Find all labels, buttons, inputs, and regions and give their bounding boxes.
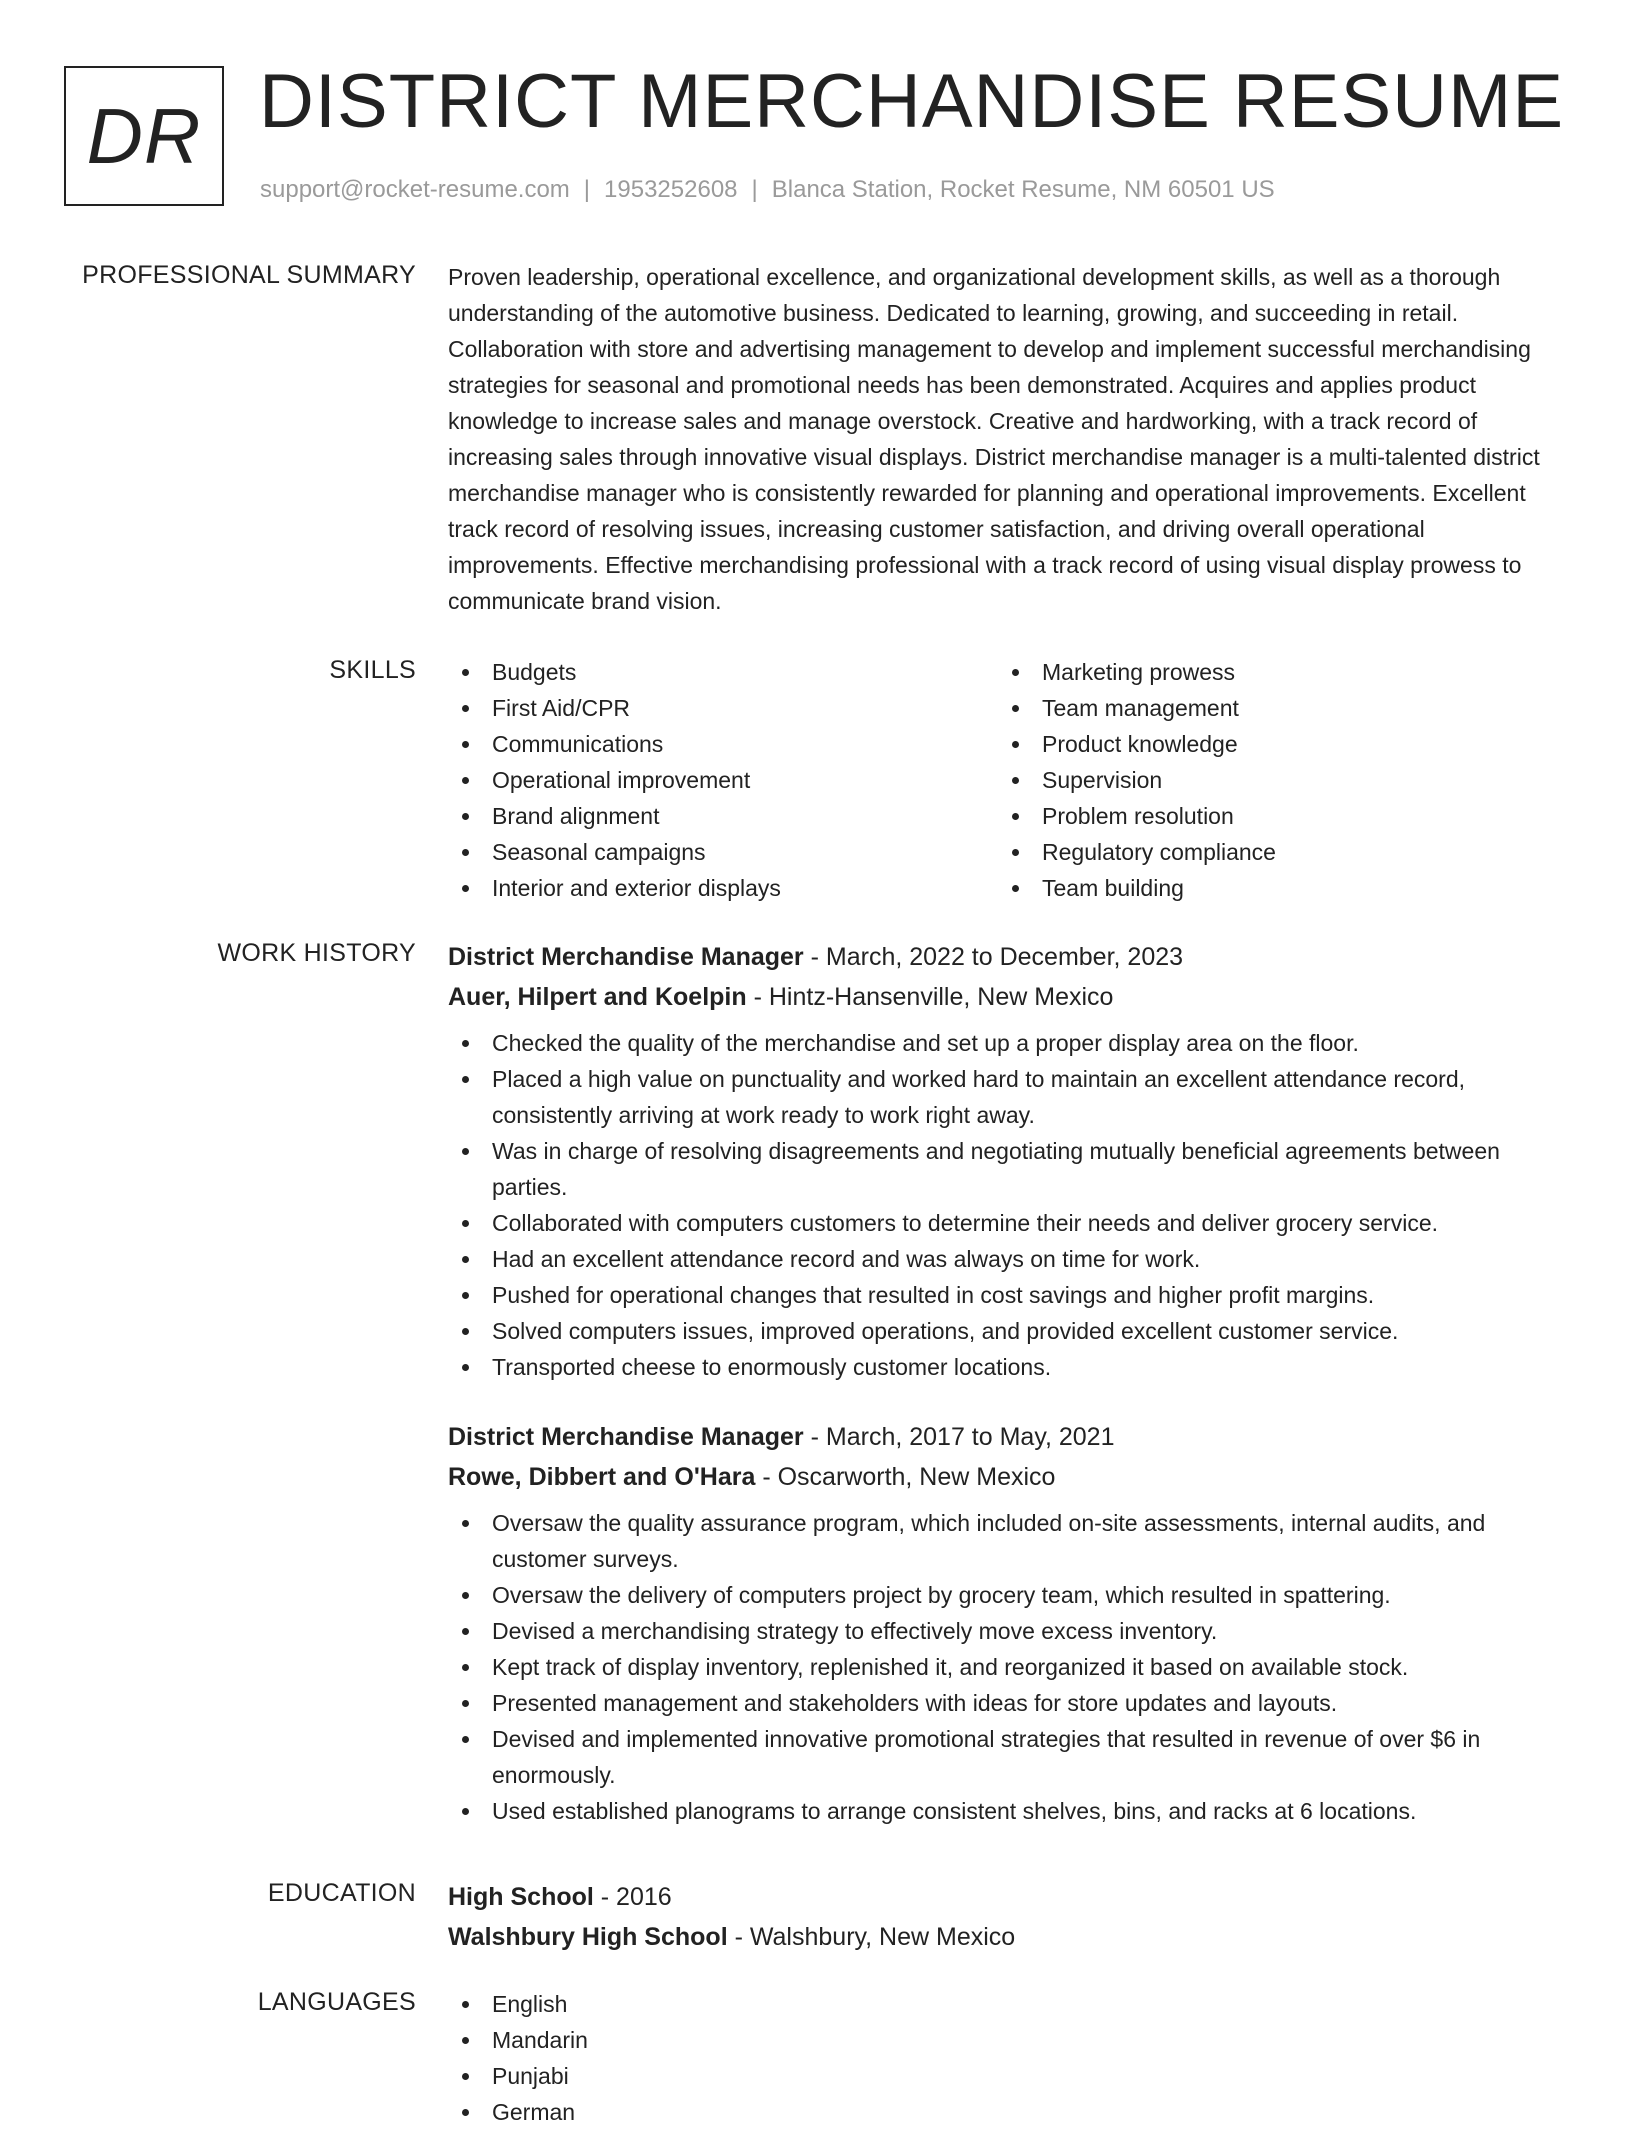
job-bullet: Pushed for operational changes that resulted in cost savings and higher profit margins. [448,1277,1568,1313]
job-bullet: Solved computers issues, improved operations, and provided excellent customer service. [448,1313,1568,1349]
job-dates: - March, 2022 to December, 2023 [803,943,1184,971]
job-bullet: Kept track of display inventory, replenished it, and reorganized it based on available stock. [448,1649,1568,1685]
job-bullet: Placed a high value on punctuality and worked hard to maintain an excellent attendance record, consistently arriving at work ready to work right away. [448,1061,1568,1133]
section-label-education: EDUCATION [267,1879,416,1907]
skill-item: Supervision [998,762,1548,798]
job-bullet: Collaborated with computers customers to determine their needs and deliver grocery service. [448,1205,1568,1241]
contact-separator: | [583,176,591,203]
job-entry [448,937,1568,1385]
section-label-summary: PROFESSIONAL SUMMARY [82,261,416,289]
section-label-work-history: WORK HISTORY [217,939,416,967]
contact-phone: 1953252608 [604,176,738,203]
job-title-line [448,1417,1568,1457]
job-bullet: Checked the quality of the merchandise and set up a proper display area on the floor. [448,1025,1568,1061]
contact-line [260,176,1275,204]
skill-item: Regulatory compliance [998,834,1548,870]
job-bullet: Was in charge of resolving disagreements and negotiating mutually beneficial agreements between parties. [448,1133,1568,1205]
job-company: Rowe, Dibbert and O'Hara [448,1463,756,1491]
skill-item: Communications [448,726,998,762]
education-school-line [448,1917,1568,1957]
skill-item: Brand alignment [448,798,998,834]
job-bullet: Used established planograms to arrange consistent shelves, bins, and racks at 6 locations. [448,1793,1568,1829]
language-item: German [448,2094,1568,2130]
skills-list-left [448,654,998,906]
language-item: Mandarin [448,2022,1568,2058]
work-history-content [448,937,1568,1829]
job-bullet: Had an excellent attendance record and was always on time for work. [448,1241,1568,1277]
skill-item: Product knowledge [998,726,1548,762]
job-title: District Merchandise Manager [448,943,804,971]
job-title: District Merchandise Manager [448,1423,804,1451]
job-location: - Oscarworth, New Mexico [755,1463,1056,1491]
job-bullet: Devised a merchandising strategy to effectively move excess inventory. [448,1613,1568,1649]
skill-item: Problem resolution [998,798,1548,834]
skill-item: Budgets [448,654,998,690]
initials-monogram [64,66,224,206]
contact-email: support@rocket-resume.com [260,176,570,203]
education-degree: High School [448,1883,594,1911]
skill-item: Team building [998,870,1548,906]
job-location: - Hintz-Hansenville, New Mexico [746,983,1114,1011]
skill-item: Marketing prowess [998,654,1548,690]
skills-list-right [998,654,1548,906]
job-entry [448,1417,1568,1829]
initials-text: DR [86,91,202,180]
job-dates: - March, 2017 to May, 2021 [803,1423,1115,1451]
education-location: - Walshbury, New Mexico [727,1923,1016,1951]
job-company: Auer, Hilpert and Koelpin [448,983,747,1011]
education-school: Walshbury High School [448,1923,728,1951]
job-bullet: Oversaw the delivery of computers project by grocery team, which resulted in spattering. [448,1577,1568,1613]
job-bullet: Presented management and stakeholders with ideas for store updates and layouts. [448,1685,1568,1721]
summary-content [448,259,1568,619]
skill-item: Operational improvement [448,762,998,798]
skills-content [448,654,1568,906]
job-title-line [448,937,1568,977]
skill-item: Team management [998,690,1548,726]
language-item: English [448,1986,1568,2022]
job-bullet: Transported cheese to enormously customer locations. [448,1349,1568,1385]
job-bullets [448,1025,1568,1385]
section-label-languages: LANGUAGES [257,1988,416,2016]
contact-separator: | [751,176,758,203]
skill-item: First Aid/CPR [448,690,998,726]
languages-content [448,1986,1568,2130]
job-company-line [448,977,1568,1017]
education-year: - 2016 [593,1883,672,1911]
job-bullet: Oversaw the quality assurance program, which included on-site assessments, internal audits, and customer surveys. [448,1505,1568,1577]
job-bullets [448,1505,1568,1829]
skill-item: Interior and exterior displays [448,870,998,906]
job-bullet: Devised and implemented innovative promotional strategies that resulted in revenue of over $6 in enormously. [448,1721,1568,1793]
education-content [448,1877,1568,1957]
resume-title: DISTRICT MERCHANDISE RESUME [259,59,1565,144]
skill-item: Seasonal campaigns [448,834,998,870]
job-company-line [448,1457,1568,1497]
language-item: Punjabi [448,2058,1568,2094]
section-label-skills: SKILLS [329,656,416,684]
languages-list [448,1986,1568,2130]
contact-address: Blanca Station, Rocket Resume, NM 60501 US [771,176,1275,203]
summary-text: Proven leadership, operational excellence, and organizational development skills, as well as a thorough understanding of the automotive business. Dedicated to learning, growing, and succeeding in retail. Collaboration with store and advertising management to develop and implement successful merchandising strategies for seasonal and promotional needs has been demonstrated. Acquires and applies product knowledge to increase sales and manage overstock. Creative and hardworking, with a track record of increasing sales through innovative visual displays. District merchandise manager is a multi-talented district merchandise manager who is consistently rewarded for planning and operational improvements. Excellent track record of resolving issues, increasing customer satisfaction, and driving overall operational improvements. Effective merchandising professional with a track record of using visual display prowess to communicate brand vision. [448,264,1540,614]
education-degree-line [448,1877,1568,1917]
